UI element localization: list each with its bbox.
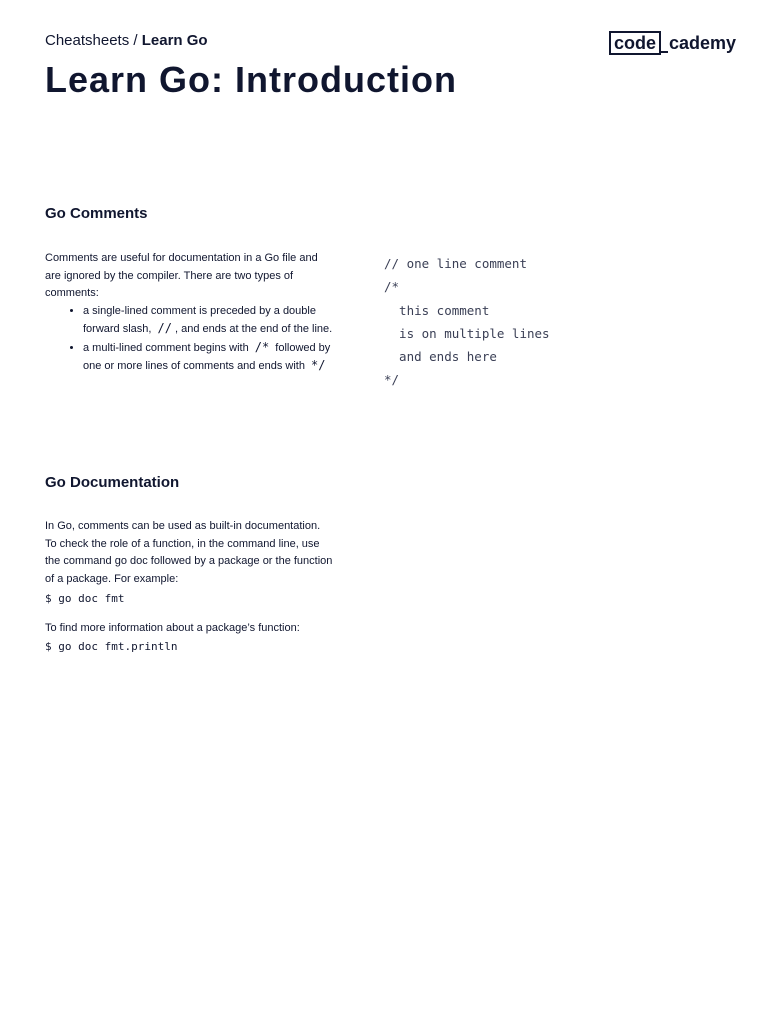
go-comments-intro: Comments are useful for documentation in a Go file and are ignored by the compiler. There are two types of comments: xyxy=(45,252,318,299)
go-documentation-paragraph: To find more information about a package’s function: xyxy=(45,622,300,634)
section-title-go-documentation: Go Documentation xyxy=(45,474,180,491)
breadcrumb-separator: / xyxy=(129,32,142,49)
go-comments-description xyxy=(45,250,333,376)
comment-types-list xyxy=(45,303,333,376)
logo-cursor xyxy=(661,51,668,53)
breadcrumb-root-link[interactable]: Cheatsheets xyxy=(45,32,130,49)
inline-code: /* xyxy=(254,339,270,354)
breadcrumb xyxy=(45,32,208,50)
bullet-text: followed by one or more lines of comments and ends with xyxy=(83,341,331,372)
section-title-go-comments: Go Comments xyxy=(45,205,148,222)
codecademy-logo[interactable] xyxy=(609,31,736,55)
code-example-comments xyxy=(384,252,550,392)
bullet-text: a single-lined comment is preceded by a double forward slash, xyxy=(83,304,316,335)
code-line: */ xyxy=(384,372,400,388)
breadcrumb-current: Learn Go xyxy=(141,32,208,49)
bullet-text: a multi-lined comment begins with xyxy=(83,341,249,354)
command-example: $ go doc fmt.println xyxy=(45,639,178,653)
code-line: this comment xyxy=(384,302,490,318)
code-line: /* xyxy=(384,279,400,295)
go-documentation-paragraph: In Go, comments can be used as built-in documentation. To check the role of a function, in the command line, use the command go doc followed by a package or the function of a package. For example: xyxy=(45,520,333,585)
code-line: and ends here xyxy=(384,349,497,365)
logo-rest-text: cademy xyxy=(669,33,737,53)
inline-code: // xyxy=(157,321,172,335)
list-item xyxy=(83,303,333,339)
inline-code: */ xyxy=(311,358,326,372)
logo-boxed-text: code xyxy=(609,31,661,55)
list-item xyxy=(83,339,333,376)
code-line: // one line comment xyxy=(384,256,527,271)
page-title: Learn Go: Introduction xyxy=(45,59,457,100)
bullet-text: , and ends at the end of the line. xyxy=(175,323,333,335)
go-documentation-description xyxy=(45,518,333,654)
code-line: is on multiple lines xyxy=(384,325,550,341)
command-example: $ go doc fmt xyxy=(45,592,125,605)
